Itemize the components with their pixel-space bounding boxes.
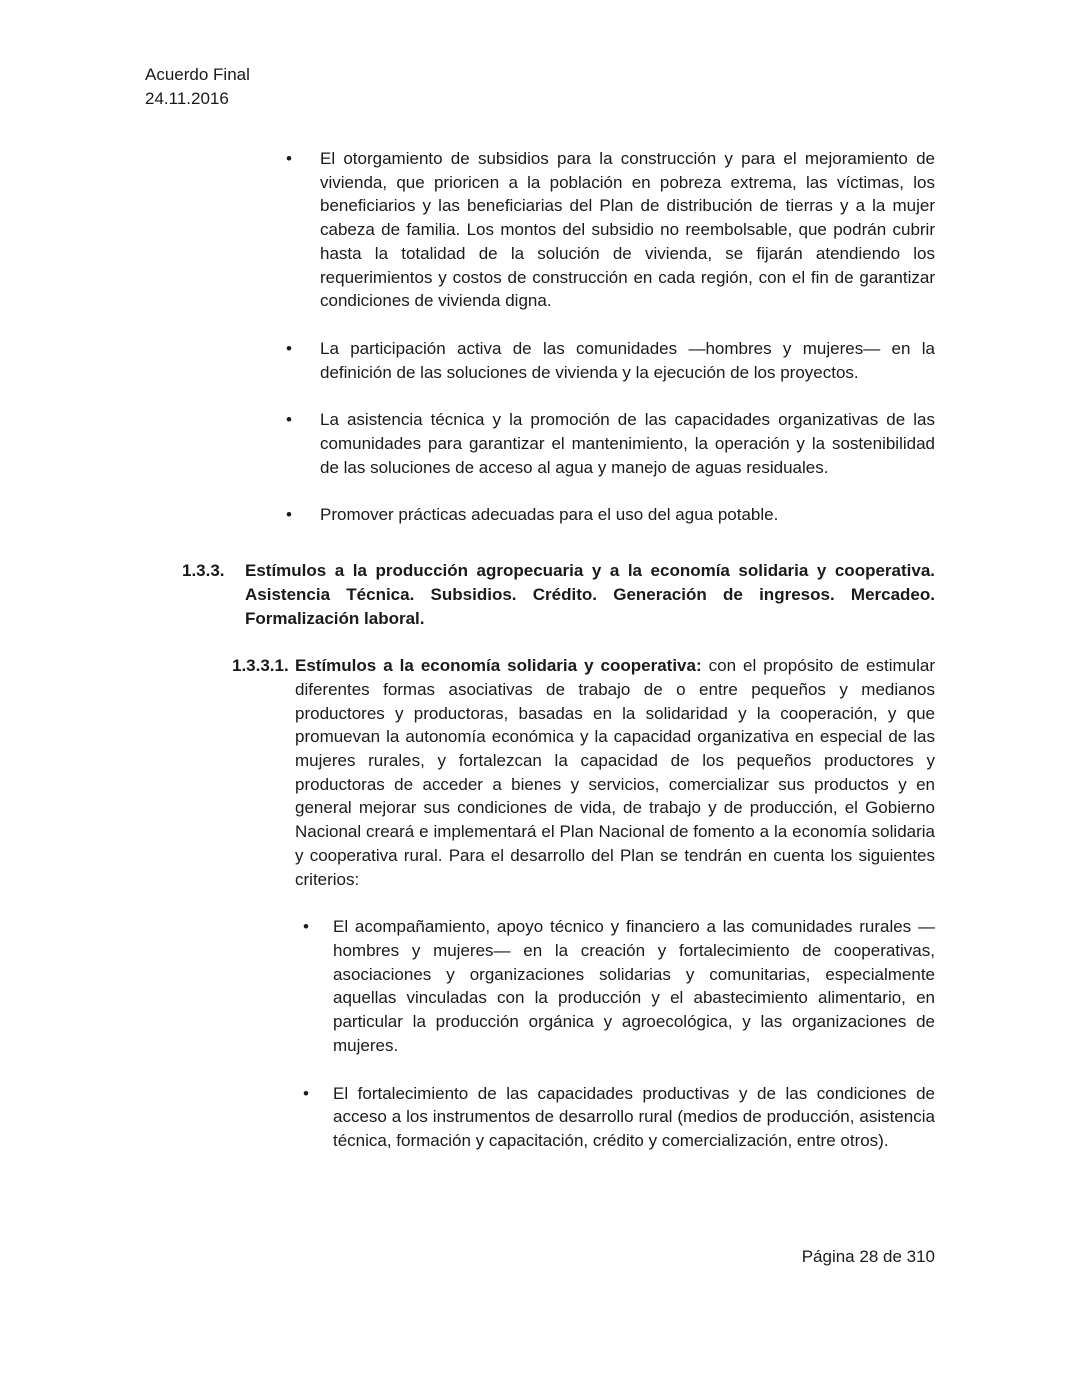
- list-item: [303, 1082, 935, 1153]
- page-number: Página 28 de 310: [801, 1247, 935, 1266]
- section-number: 1.3.3.: [182, 561, 225, 581]
- list-item-text: Promover prácticas adecuadas para el uso del agua potable.: [320, 505, 779, 525]
- subsection-number: 1.3.3.1.: [232, 656, 289, 676]
- section-title: Estímulos a la producción agropecuaria y a la economía solidaria y cooperativa. Asistencia Técnica. Subsidios. Crédito. Generación de ingresos. Mercadeo. Formalización laboral.: [245, 561, 935, 628]
- subsection-paragraph: [295, 654, 935, 891]
- bullet-icon: •: [286, 505, 292, 525]
- list-item: [286, 337, 935, 384]
- list-item-text: La participación activa de las comunidades —hombres y mujeres— en la definición de las soluciones de vivienda y la ejecución de los proyectos.: [320, 338, 935, 382]
- document-body: [145, 147, 935, 1177]
- subsection-text: con el propósito de estimular diferentes formas asociativas de trabajo de o entre pequeños y medianos productores y productoras, basadas en la solidaridad y la cooperación, y que promuevan la autonomía económica y la capacidad organizativa en especial de las mujeres rurales, y fortalezcan la capacidad de los pequeños productores y productoras de acceder a bienes y servicios, comercializar sus productos y en general mejorar sus condiciones de vida, de trabajo y de producción, el Gobierno Nacional creará e implementará el Plan Nacional de fomento a la economía solidaria y cooperativa rural. Para el desarrollo del Plan se tendrán en cuenta los siguientes criterios:: [295, 656, 936, 889]
- section-heading: [145, 559, 935, 630]
- list-item: [286, 503, 935, 527]
- bullet-list-housing: [145, 147, 935, 527]
- list-item-text: El acompañamiento, apoyo técnico y financiero a las comunidades rurales —hombres y mujeres— en la creación y fortalecimiento de cooperativas, asociaciones y organizaciones solidarias y comunitarias, especialmente aquellas vinculadas con la producción y el abastecimiento alimentario, en particular la producción orgánica y agroecológica, y las organizaciones de mujeres.: [333, 917, 935, 1055]
- list-item: [286, 147, 935, 313]
- document-title: Acuerdo Final: [145, 65, 250, 84]
- list-item-text: La asistencia técnica y la promoción de las capacidades organizativas de las comunidades para garantizar el mantenimiento, la operación y la sostenibilidad de las soluciones de acceso al agua y manejo de aguas residuales.: [320, 410, 935, 477]
- list-item: [286, 408, 935, 479]
- subsection: [145, 654, 935, 891]
- bullet-icon: •: [286, 338, 292, 358]
- document-date: 24.11.2016: [145, 89, 229, 108]
- page-header: [145, 63, 250, 111]
- bullet-icon: •: [286, 149, 292, 168]
- bullet-icon: •: [303, 917, 309, 937]
- list-item-text: El otorgamiento de subsidios para la construcción y para el mejoramiento de vivienda, que prioricen a la población en pobreza extrema, las víctimas, los beneficiarios y las beneficiarias del Plan de distribución de tierras y a la mujer cabeza de familia. Los montos del subsidio no reembolsable, que podrán cubrir hasta la totalidad de la solución de vivienda, se fijarán atendiendo los requerimientos y costos de construcción en cada región, con el fin de garantizar condiciones de vivienda digna.: [320, 149, 935, 311]
- list-item-text: El fortalecimiento de las capacidades productivas y de las condiciones de acceso a los instrumentos de desarrollo rural (medios de producción, asistencia técnica, formación y capacitación, crédito y comercialización, entre otros).: [333, 1083, 935, 1150]
- bullet-icon: •: [303, 1083, 309, 1103]
- subsection-lead: Estímulos a la economía solidaria y cooperativa:: [295, 656, 702, 676]
- bullet-list-criteria: [145, 915, 935, 1152]
- list-item: [303, 915, 935, 1057]
- bullet-icon: •: [286, 410, 292, 430]
